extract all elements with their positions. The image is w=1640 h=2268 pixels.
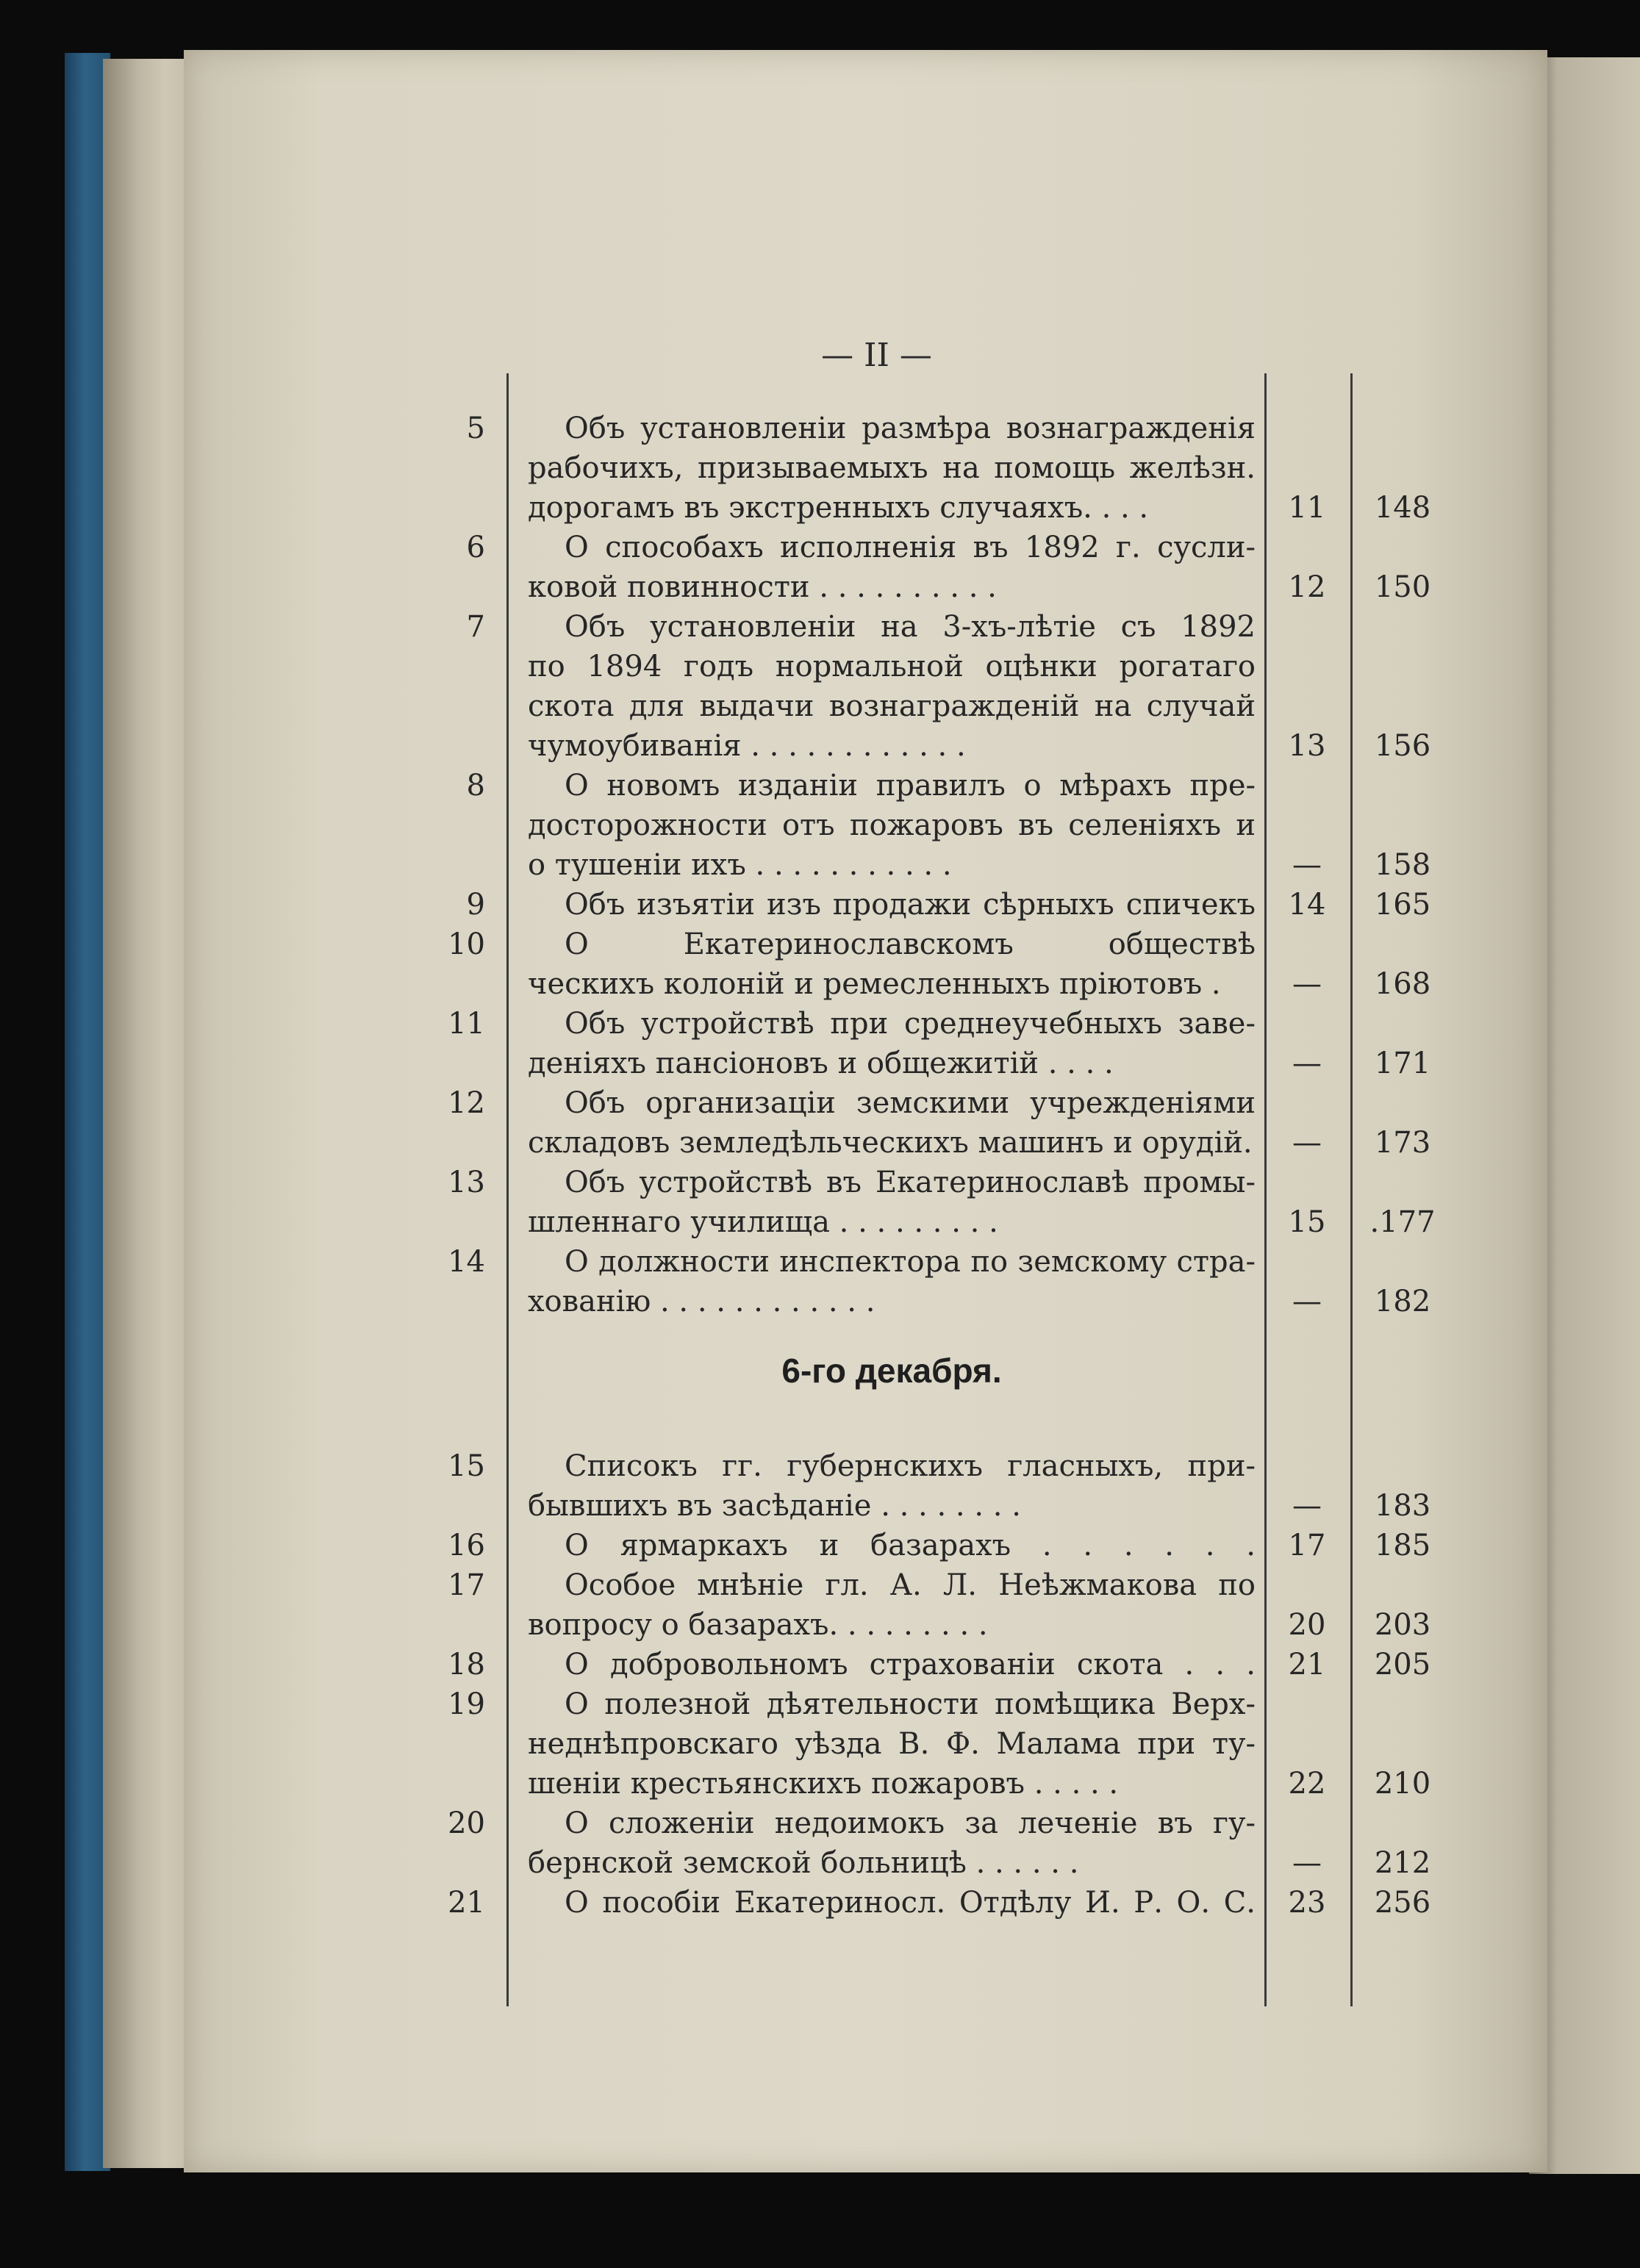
entry-number: 13 (448, 1166, 485, 1199)
entry-title-line: О пособіи Екатериносл. Отдѣлу И. Р. О. С. (565, 1886, 1256, 1920)
entry-title-line: О способахъ исполненія въ 1892 г. сусли- (565, 531, 1256, 564)
entry-title-line: чумоубиванія . . . . . . . . . . . . (528, 729, 966, 763)
entry-title-line: бернской земской больницѣ . . . . . . (528, 1846, 1079, 1880)
entry-title-line: шленнаго училища . . . . . . . . . (528, 1205, 998, 1239)
entry-title-line: о тушеніи ихъ . . . . . . . . . . . (528, 848, 952, 882)
page-number: 173 (1374, 1126, 1431, 1160)
entry-title-line: О добровольномъ страхованіи скота . . . (565, 1648, 1256, 1682)
entry-title-line: Объ устройствѣ въ Екатеринославѣ промы- (565, 1166, 1256, 1199)
entry-title-line: неднѣпровскаго уѣзда В. Ф. Малама при ту- (528, 1727, 1256, 1761)
entry-title-line: вопросу о базарахъ. . . . . . . . . (528, 1608, 988, 1642)
page-number: 148 (1374, 491, 1431, 525)
entry-title-line: Списокъ гг. губернскихъ гласныхъ, при- (565, 1449, 1256, 1483)
bulletin-number: — (1292, 1489, 1322, 1523)
page-number: 171 (1374, 1047, 1431, 1080)
page-number: 203 (1374, 1608, 1431, 1642)
entry-number: 6 (466, 531, 485, 564)
bulletin-number: 11 (1288, 491, 1326, 525)
entry-number: 14 (448, 1245, 485, 1279)
column-rule-left (506, 373, 509, 2006)
entry-number: 7 (466, 610, 485, 644)
bulletin-number: 21 (1288, 1648, 1326, 1682)
page-number: 150 (1374, 570, 1431, 604)
entry-number: 11 (448, 1007, 485, 1041)
entry-number: 12 (448, 1086, 485, 1120)
entry-title-line: О Екатеринославскомъ обществѣ (565, 927, 1256, 961)
entry-title-line: рабочихъ, призываемыхъ на помощь желѣзн. (528, 451, 1256, 485)
entry-title-line: Объ установленіи на 3-хъ-лѣтіе съ 1892 (565, 610, 1256, 644)
entry-number: 9 (466, 888, 485, 922)
page-number: 182 (1374, 1285, 1431, 1318)
entry-number: 16 (448, 1529, 485, 1562)
entry-title-line: Особое мнѣніе гл. А. Л. Неѣжмакова по (565, 1568, 1256, 1602)
bulletin-number: 12 (1288, 570, 1326, 604)
bulletin-number: 15 (1288, 1205, 1326, 1239)
page-number: 256 (1374, 1886, 1431, 1920)
page-number: 165 (1374, 888, 1431, 922)
entry-title-line: дорогамъ въ экстренныхъ случаяхъ. . . . (528, 491, 1149, 525)
entry-number: 5 (466, 412, 485, 445)
entry-title-line: Объ установленіи размѣра вознагражденія (565, 412, 1256, 445)
entry-title-line: Объ изъятіи изъ продажи сѣрныхъ спичекъ (565, 888, 1256, 922)
column-rule-middle (1264, 373, 1267, 2006)
entry-title-line: О новомъ изданіи правилъ о мѣрахъ пре- (565, 769, 1256, 803)
page-number: 158 (1374, 848, 1431, 882)
entry-number: 15 (448, 1449, 485, 1483)
entry-title-line: ческихъ колоній и ремесленныхъ пріютовъ . (528, 967, 1221, 1001)
entry-number: 20 (448, 1806, 485, 1840)
book-page (184, 50, 1547, 2172)
entry-title-line: деніяхъ пансіоновъ и общежитій . . . . (528, 1047, 1114, 1080)
entry-title-line: складовъ земледѣльческихъ машинъ и орудій. (528, 1126, 1253, 1160)
page-number: 205 (1374, 1648, 1431, 1682)
column-rule-right (1350, 373, 1353, 2006)
page-number: 212 (1374, 1846, 1431, 1880)
entry-number: 21 (448, 1886, 485, 1920)
page-folio: — II — (821, 337, 932, 374)
entry-title-line: скота для выдачи вознагражденій на случай (528, 689, 1256, 723)
entry-title-line: досторожности отъ пожаровъ въ селеніяхъ и (528, 808, 1256, 842)
bulletin-number: 23 (1288, 1886, 1326, 1920)
entry-title-line: Объ устройствѣ при среднеучебныхъ заве- (565, 1007, 1256, 1041)
page-number: .177 (1369, 1205, 1436, 1239)
entry-title-line: О ярмаркахъ и базарахъ . . . . . . (565, 1529, 1256, 1562)
page-stack-edge (103, 59, 191, 2168)
entry-title-line: О сложеніи недоимокъ за леченіе въ гу- (565, 1806, 1256, 1840)
entry-number: 18 (448, 1648, 485, 1682)
entry-number: 8 (466, 769, 485, 803)
entry-number: 19 (448, 1687, 485, 1721)
page-number: 183 (1374, 1489, 1431, 1523)
page-number: 156 (1374, 729, 1431, 763)
entry-title-line: шеніи крестьянскихъ пожаровъ . . . . . (528, 1767, 1119, 1801)
bulletin-number: — (1292, 1846, 1322, 1880)
bulletin-number: — (1292, 1285, 1322, 1318)
bulletin-number: — (1292, 848, 1322, 882)
bulletin-number: 20 (1288, 1608, 1326, 1642)
entry-title-line: бывшихъ въ засѣданіе . . . . . . . . (528, 1489, 1021, 1523)
bulletin-number: 17 (1288, 1529, 1326, 1562)
bulletin-number: — (1292, 1126, 1322, 1160)
bulletin-number: — (1292, 967, 1322, 1001)
entry-title-line: ковой повинности . . . . . . . . . . (528, 570, 997, 604)
entry-number: 10 (448, 927, 485, 961)
entry-number: 17 (448, 1568, 485, 1602)
page-number: 185 (1374, 1529, 1431, 1562)
page-number: 210 (1374, 1767, 1431, 1801)
entry-title-line: О должности инспектора по земскому стра- (565, 1245, 1256, 1279)
entry-title-line: по 1894 годъ нормальной оцѣнки рогатаго (528, 650, 1256, 683)
section-heading: 6-го декабря. (781, 1352, 1002, 1390)
entry-title-line: О полезной дѣятельности помѣщика Верх- (565, 1687, 1256, 1721)
entry-title-line: хованію . . . . . . . . . . . . (528, 1285, 875, 1318)
page-number: 168 (1374, 967, 1431, 1001)
bulletin-number: 14 (1288, 888, 1326, 922)
bulletin-number: — (1292, 1047, 1322, 1080)
entry-title-line: Объ организаціи земскими учрежденіями (565, 1086, 1256, 1120)
bulletin-number: 13 (1288, 729, 1326, 763)
bulletin-number: 22 (1288, 1767, 1326, 1801)
